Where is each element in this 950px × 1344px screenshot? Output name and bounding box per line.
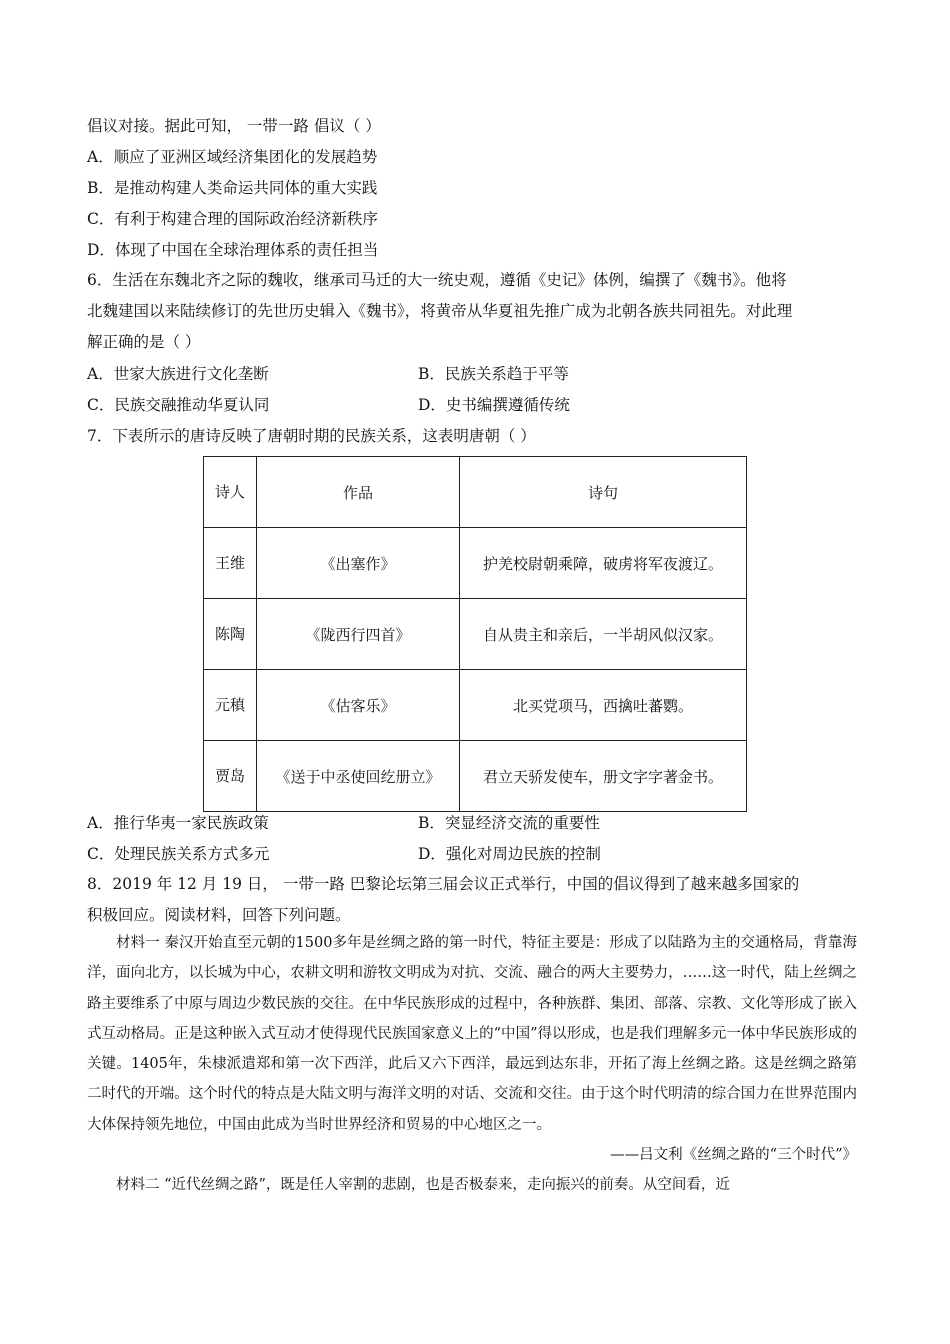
poet-cell: 王维 (204, 528, 257, 599)
header-verse: 诗句 (460, 457, 747, 528)
table-header-row (204, 457, 747, 528)
work-cell: 《出塞作》 (257, 528, 460, 599)
q7-option-a: A．推行华夷一家民族政策 (87, 814, 269, 832)
material-two: 材料二 “近代丝绸之路”，既是任人宰割的悲剧，也是否极泰来，走向振兴的前奏。从空间看，近 (116, 1177, 730, 1194)
q8-materials (87, 928, 857, 1201)
work-cell: 《陇西行四首》 (257, 599, 460, 670)
q5-option-b: B．是推动构建人类命运共同体的重大实践 (87, 179, 378, 197)
poet-cell: 元稹 (204, 670, 257, 741)
work-cell: 《估客乐》 (257, 670, 460, 741)
q7-option-b: B．突显经济交流的重要性 (418, 814, 600, 832)
q7-stem: 7．下表所示的唐诗反映了唐朝时期的民族关系，这表明唐朝（ ） (87, 427, 536, 445)
q5-stem-tail: 倡议对接。据此可知， 一带一路 倡议（ ） (87, 117, 381, 135)
q6-option-d: D．史书编撰遵循传统 (418, 396, 570, 414)
q5-option-a: A．顺应了亚洲区域经济集团化的发展趋势 (87, 148, 378, 166)
q6-option-a: A．世家大族进行文化垄断 (87, 365, 269, 383)
q7-option-c: C．处理民族关系方式多元 (87, 845, 270, 863)
work-cell: 《送于中丞使回纥册立》 (257, 741, 460, 812)
poet-cell: 贾岛 (204, 741, 257, 812)
q5-option-c: C．有利于构建合理的国际政治经济新秩序 (87, 210, 378, 228)
q6-option-c: C．民族交融推动华夏认同 (87, 396, 270, 414)
table-row (204, 670, 747, 741)
verse-cell: 北买党项马，西擒吐蕃鹦。 (460, 670, 747, 741)
table-row (204, 528, 747, 599)
material-one-source: ——吕文利《丝绸之路的“三个时代”》 (610, 1147, 857, 1164)
header-poet: 诗人 (204, 457, 257, 528)
table-row (204, 599, 747, 670)
q6-option-b: B．民族关系趋于平等 (418, 365, 569, 383)
q5-option-d: D．体现了中国在全球治理体系的责任担当 (87, 241, 379, 259)
verse-cell: 自从贵主和亲后，一半胡风似汉家。 (460, 599, 747, 670)
q6-stem-line-2: 北魏建国以来陆续修订的先世历史辑入《魏书》，将黄帝从华夏祖先推广成为北朝各族共同祖先。对此理 (87, 302, 793, 320)
poet-cell: 陈陶 (204, 599, 257, 670)
header-work: 作品 (257, 457, 460, 528)
tang-poem-table (203, 456, 747, 812)
q6-stem-line-3: 解正确的是（ ） (87, 333, 201, 351)
verse-cell: 护羌校尉朝乘障，破虏将军夜渡辽。 (460, 528, 747, 599)
verse-cell: 君立天骄发使车，册文字字著金书。 (460, 741, 747, 812)
q7-option-d: D．强化对周边民族的控制 (418, 845, 601, 863)
material-one: 材料一 秦汉开始直至元朝的1500多年是丝绸之路的第一时代，特征主要是：形成了以陆路为主的交通格局，背靠海洋，面向北方，以长城为中心，农耕文明和游牧文明成为对抗、交流、融合的两大主要势力，……这一时代，陆上丝绸之路主要维系了中原与周边少数民族的交往。在中华民族形成的过程中，各种族群、集团、部落、宗教、文化等形成了嵌入式互动格局。正是这种嵌入式互动才使得现代民族国家意义上的“中国”得以形成，也是我们理解多元一体中华民族形成的关键。1405年，朱棣派遣郑和第一次下西洋，此后又六下西洋，最远到达东非，开拓了海上丝绸之路。这是丝绸之路第二时代的开端。这个时代的特点是大陆文明与海洋文明的对话、交流和交往。由于这个时代明清的综合国力在世界范围内大体保持领先地位，中国由此成为当时世界经济和贸易的中心地区之一。 (87, 935, 857, 1133)
table-row (204, 741, 747, 812)
q8-stem-line-1: 8．2019 年 12 月 19 日， 一带一路 巴黎论坛第三届会议正式举行，中国的倡议得到了越来越多国家的 (87, 875, 800, 893)
q8-stem-line-2: 积极回应。阅读材料，回答下列问题。 (87, 906, 351, 924)
q6-stem-line-1: 6．生活在东魏北齐之际的魏收，继承司马迁的大一统史观，遵循《史记》体例，编撰了《魏书》。他将 (87, 271, 787, 289)
